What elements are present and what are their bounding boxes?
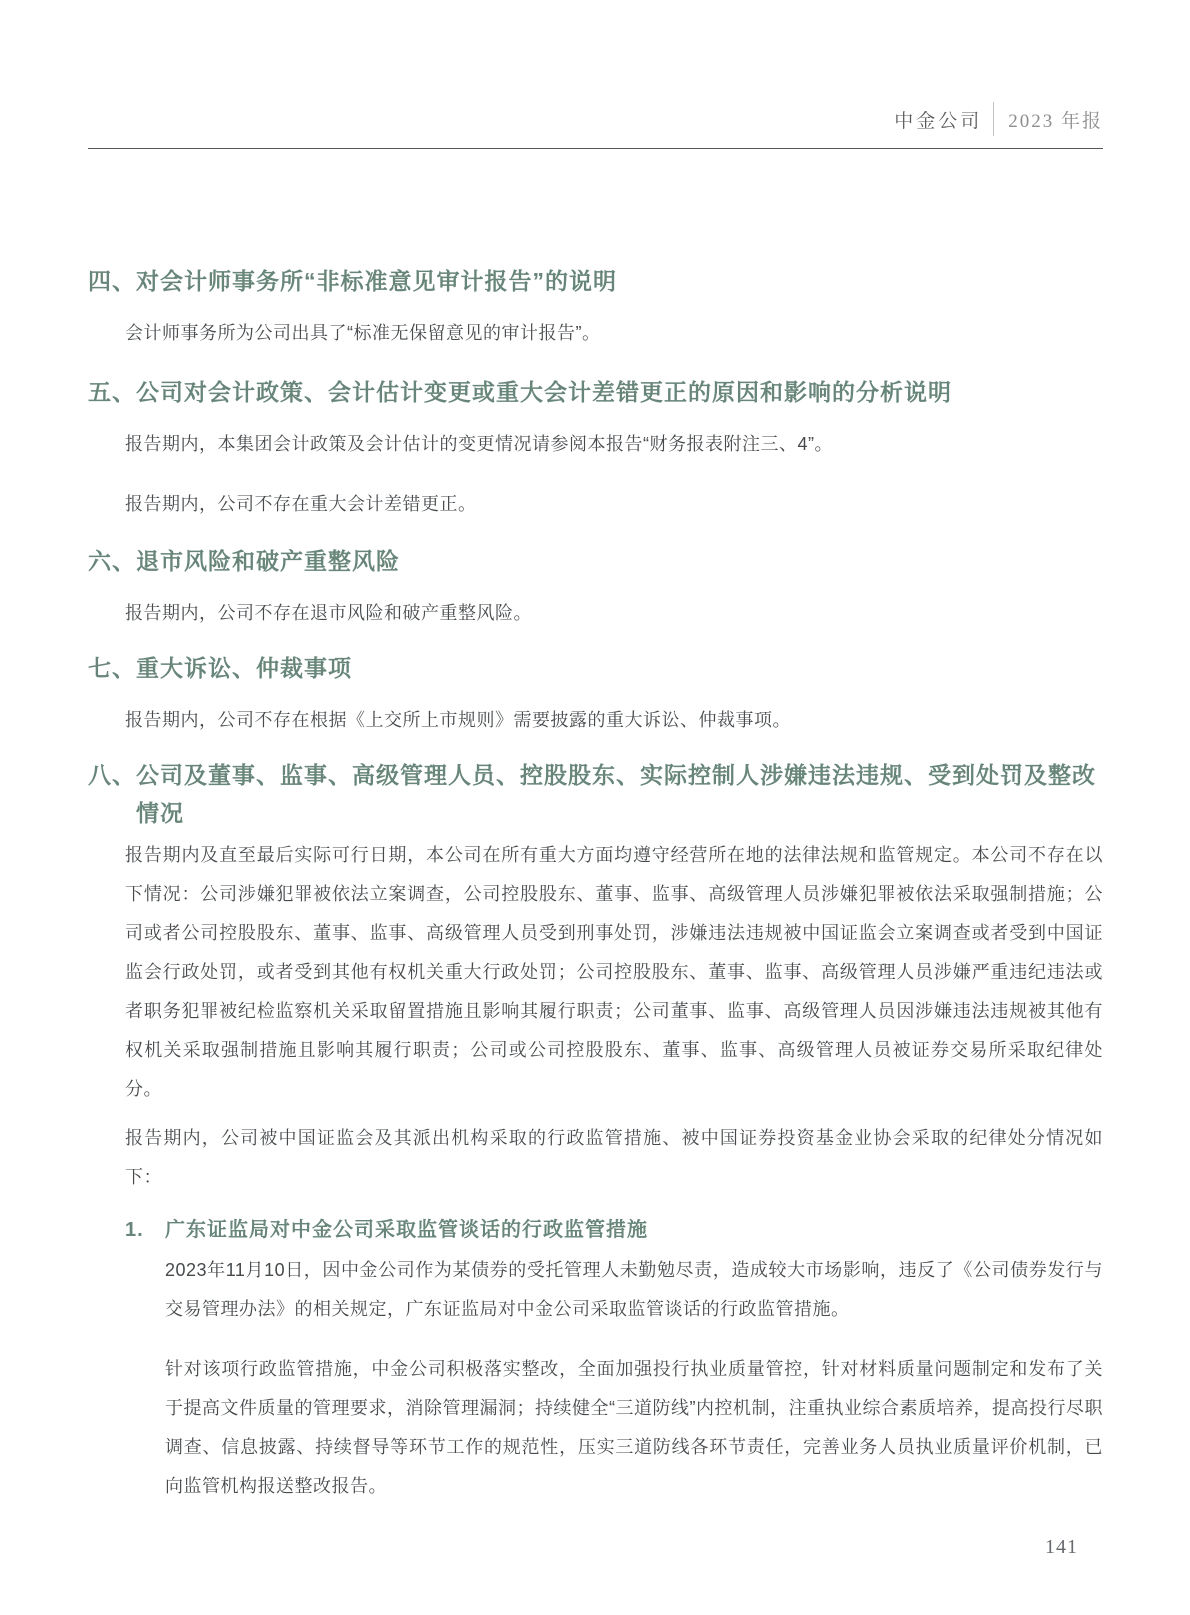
subsection-1-paragraph-2: 针对该项行政监管措施，中金公司积极落实整改，全面加强投行执业质量管控，针对材料质量问题制定和发布了关于提高文件质量的管理要求，消除管理漏洞；持续健全“三道防线”内控机制，注重执业综合素质培养，提高投行尽职调查、信息披露、持续督导等环节工作的规范性，压实三道防线各环节责任，完善业务人员执业质量评价机制，已向监管机构报送整改报告。	[165, 1359, 1103, 1496]
section-8-paragraph-2: 报告期内，公司被中国证监会及其派出机构采取的行政监管措施、被中国证券投资基金业协会采取的纪律处分情况如下：	[125, 1128, 1103, 1187]
subsection-1-title: 广东证监局对中金公司采取监管谈话的行政监管措施	[165, 1219, 648, 1241]
section-4-paragraph-1: 会计师事务所为公司出具了“标准无保留意见的审计报告”。	[125, 323, 601, 343]
section-4-title: 对会计师事务所“非标准意见审计报告”的说明	[136, 268, 617, 294]
section-8-marker: 八、	[88, 762, 136, 788]
section-4-marker: 四、	[88, 268, 136, 294]
page-number: 141	[1045, 1536, 1078, 1558]
header-report-title: 2023 年报	[1008, 110, 1103, 132]
section-6-marker: 六、	[88, 548, 136, 574]
section-8-paragraph-1: 报告期内及直至最后实际可行日期，本公司在所有重大方面均遵守经营所在地的法律法规和监管规定。本公司不存在以下情况：公司涉嫌犯罪被依法立案调查，公司控股股东、董事、监事、高级管理人员涉嫌犯罪被依法采取强制措施；公司或者公司控股股东、董事、监事、高级管理人员受到刑事处罚，涉嫌违法违规被中国证监会立案调查或者受到中国证监会行政处罚，或者受到其他有权机关重大行政处罚；公司控股股东、董事、监事、高级管理人员涉嫌严重违纪违法或者职务犯罪被纪检监察机关采取留置措施且影响其履行职责；公司董事、监事、高级管理人员因涉嫌违法违规被其他有权机关采取强制措施且影响其履行职责；公司或公司控股股东、董事、监事、高级管理人员被证券交易所采取纪律处分。	[125, 845, 1103, 1099]
section-7	[88, 649, 1103, 740]
subsection-1-number: 1.	[125, 1219, 144, 1241]
section-8	[88, 756, 1103, 1506]
document-body	[88, 143, 1103, 1506]
section-4-heading	[88, 262, 1103, 300]
section-6-title: 退市风险和破产重整风险	[136, 548, 400, 574]
section-8-title: 公司及董事、监事、高级管理人员、控股股东、实际控制人涉嫌违法违规、受到处罚及整改情况	[136, 762, 1096, 826]
section-7-marker: 七、	[88, 655, 136, 681]
header-divider	[993, 102, 994, 136]
section-5-marker: 五、	[88, 379, 136, 405]
section-6	[88, 542, 1103, 633]
page-header	[88, 102, 1103, 149]
subsection-1-heading	[125, 1213, 1103, 1247]
section-6-paragraph-1: 报告期内，公司不存在退市风险和破产重整风险。	[125, 603, 532, 623]
section-7-title: 重大诉讼、仲裁事项	[136, 655, 352, 681]
header-company-name: 中金公司	[894, 110, 983, 132]
section-5-heading	[88, 373, 1103, 411]
subsection-1	[88, 1213, 1103, 1506]
section-5-paragraph-2: 报告期内，公司不存在重大会计差错更正。	[125, 494, 477, 514]
section-8-heading	[88, 756, 1103, 832]
section-5-title: 公司对会计政策、会计估计变更或重大会计差错更正的原因和影响的分析说明	[136, 379, 952, 405]
section-5-paragraph-1: 报告期内，本集团会计政策及会计估计的变更情况请参阅本报告“财务报表附注三、4”。	[125, 434, 833, 454]
section-4	[88, 262, 1103, 353]
section-6-heading	[88, 542, 1103, 580]
subsection-1-paragraph-1: 2023年11月10日，因中金公司作为某债券的受托管理人未勤勉尽责，造成较大市场影响，违反了《公司债券发行与交易管理办法》的相关规定，广东证监局对中金公司采取监管谈话的行政监管措施。	[165, 1260, 1103, 1319]
section-7-heading	[88, 649, 1103, 687]
page-footer	[1045, 1536, 1078, 1559]
section-5	[88, 373, 1103, 524]
section-7-paragraph-1: 报告期内，公司不存在根据《上交所上市规则》需要披露的重大诉讼、仲裁事项。	[125, 710, 791, 730]
